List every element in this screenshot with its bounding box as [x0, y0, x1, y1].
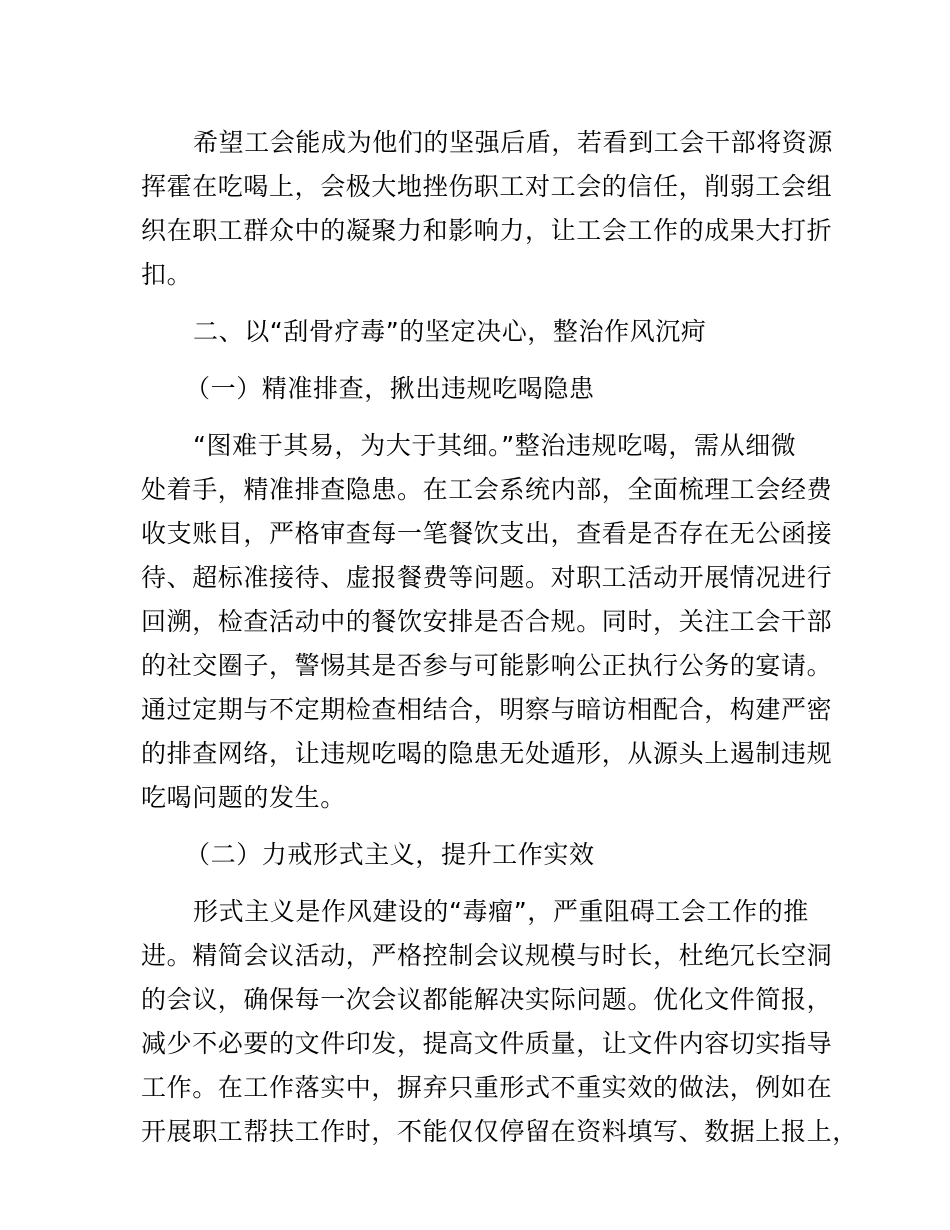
paragraph-line: 待、超标准接待、虚报餐费等问题。对职工活动开展情况进行	[141, 563, 833, 592]
paragraph-line: 织在职工群众中的凝聚力和影响力，让工会工作的成果大打折	[141, 216, 833, 245]
paragraph-line: 的排查网络，让违规吃喝的隐患无处遁形，从源头上遏制违规	[141, 739, 833, 768]
paragraph-line: 处着手，精准排查隐患。在工会系统内部，全面梳理工会经费	[141, 475, 833, 504]
subsection-heading-2: （二）力戒形式主义，提升工作实效	[185, 840, 595, 869]
section-heading: 二、以“刮骨疗毒”的坚定决心，整治作风沉疴	[193, 317, 707, 346]
paragraph-line: 收支账目，严格审查每一笔餐饮支出，查看是否存在无公函接	[141, 519, 833, 548]
paragraph-2	[141, 424, 833, 820]
paragraph-3	[141, 890, 858, 1154]
paragraph-line: “图难于其易，为大于其细。”整治违规吃喝，需从细微	[193, 431, 797, 460]
paragraph-line: 回溯，检查活动中的餐饮安排是否合规。同时，关注工会干部	[141, 607, 833, 636]
document-body	[141, 121, 858, 1154]
paragraph-line: 工作。在工作落实中，摒弃只重形式不重实效的做法，例如在	[141, 1073, 833, 1102]
paragraph-line: 吃喝问题的发生。	[141, 783, 346, 812]
paragraph-line: 进。精简会议活动，严格控制会议规模与时长，杜绝冗长空洞	[141, 941, 833, 970]
paragraph-line: 希望工会能成为他们的坚强后盾，若看到工会干部将资源	[193, 128, 834, 157]
paragraph-line: 减少不必要的文件印发，提高文件质量，让文件内容切实指导	[141, 1029, 833, 1058]
paragraph-line: 形式主义是作风建设的“毒瘤”，严重阻碍工会工作的推	[193, 897, 809, 926]
subsection-heading-1: （一）精准排查，揪出违规吃喝隐患	[185, 374, 595, 403]
paragraph-line: 通过定期与不定期检查相结合，明察与暗访相配合，构建严密	[141, 695, 833, 724]
paragraph-line: 扣。	[141, 260, 193, 289]
paragraph-line: 挥霍在吃喝上，会极大地挫伤职工对工会的信任，削弱工会组	[141, 172, 833, 201]
paragraph-line: 的会议，确保每一次会议都能解决实际问题。优化文件简报，	[141, 985, 833, 1014]
paragraph-line: 开展职工帮扶工作时，不能仅仅停留在资料填写、数据上报上，	[141, 1117, 858, 1146]
paragraph-line: 的社交圈子，警惕其是否参与可能影响公正执行公务的宴请。	[141, 651, 833, 680]
paragraph-1	[141, 121, 834, 297]
